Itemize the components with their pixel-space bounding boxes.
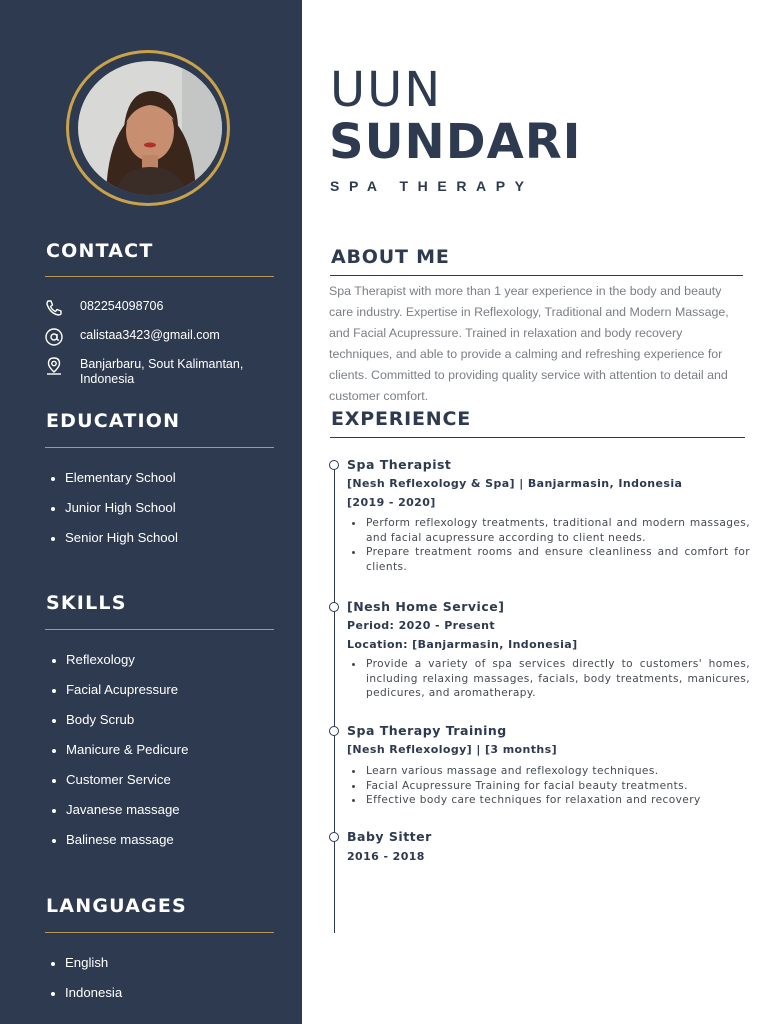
sidebar bbox=[0, 0, 302, 1024]
job-bullets bbox=[348, 516, 750, 574]
job-title: Spa Therapy Training bbox=[347, 723, 507, 738]
about-text: Spa Therapist with more than 1 year experience in the body and beauty care industry. Expertise in Reflexology, Traditional and Modern Massage, and Facial Acupressure. Trained in relaxation and body recovery techniques, and able to provide a calming and refreshing experience for clients. Committed to providing quality service with attention to detail and customer comfort. bbox=[329, 284, 729, 403]
skills-divider bbox=[45, 629, 274, 630]
experience-divider bbox=[330, 437, 745, 438]
phone-icon bbox=[44, 298, 64, 318]
contact-heading: CONTACT bbox=[46, 240, 154, 262]
phone-number: 082254098706 bbox=[80, 299, 164, 313]
job-employer: [Nesh Reflexology] | [3 months] bbox=[347, 743, 558, 756]
job-title: [Nesh Home Service] bbox=[347, 599, 505, 614]
job-period: 2016 - 2018 bbox=[347, 850, 425, 863]
timeline-dot bbox=[329, 602, 339, 612]
education-divider bbox=[45, 447, 274, 448]
skills-heading: SKILLS bbox=[46, 592, 127, 614]
list-item: Manicure & Pedicure bbox=[66, 742, 189, 757]
job-employer: [Nesh Reflexology & Spa] | Banjarmasin, Indonesia bbox=[347, 477, 683, 490]
list-item: Facial Acupressure Training for facial beauty treatments. bbox=[348, 779, 750, 794]
timeline-dot bbox=[329, 726, 339, 736]
list-item: Javanese massage bbox=[66, 802, 180, 817]
languages-heading: LANGUAGES bbox=[46, 895, 187, 917]
address bbox=[80, 357, 243, 387]
address-line-2: Indonesia bbox=[80, 372, 135, 386]
list-item: Elementary School bbox=[65, 470, 176, 485]
list-item: Junior High School bbox=[65, 500, 176, 515]
list-item: Effective body care techniques for relaxation and recovery bbox=[348, 793, 750, 808]
job-bullets bbox=[348, 764, 750, 808]
list-item: Customer Service bbox=[66, 772, 171, 787]
list-item: Perform reflexology treatments, traditional and modern massages, and facial acupressure according to client needs. bbox=[348, 516, 750, 545]
contact-divider bbox=[45, 276, 274, 277]
education-heading: EDUCATION bbox=[46, 410, 181, 432]
last-name: SUNDARI bbox=[329, 114, 582, 170]
address-line-1: Banjarbaru, Sout Kalimantan, bbox=[80, 357, 244, 371]
timeline-dot bbox=[329, 460, 339, 470]
location-pin-icon bbox=[44, 356, 64, 376]
list-item: Senior High School bbox=[65, 530, 178, 545]
about-divider bbox=[330, 275, 743, 276]
list-item: Balinese massage bbox=[66, 832, 174, 847]
at-sign-icon bbox=[44, 327, 64, 347]
job-period: Period: 2020 - Present bbox=[347, 619, 496, 632]
job-location: Location: [Banjarmasin, Indonesia] bbox=[347, 638, 578, 651]
job-bullets bbox=[348, 657, 750, 701]
job-title: Baby Sitter bbox=[347, 829, 432, 844]
list-item: Prepare treatment rooms and ensure cleanliness and comfort for clients. bbox=[348, 545, 750, 574]
list-item: Provide a variety of spa services directly to customers' homes, including relaxing massages, facials, body treatments, manicures, pedicures, and aromatherapy. bbox=[348, 657, 750, 701]
about-heading: ABOUT ME bbox=[331, 246, 450, 268]
profile-photo bbox=[78, 61, 222, 195]
job-title: Spa Therapist bbox=[347, 457, 452, 472]
list-item: English bbox=[65, 955, 109, 970]
first-name: UUN bbox=[330, 62, 443, 118]
job-role: SPA THERAPY bbox=[330, 178, 534, 194]
timeline-line bbox=[334, 464, 335, 933]
email-address: calistaa3423@gmail.com bbox=[80, 328, 220, 342]
list-item: Indonesia bbox=[65, 985, 123, 1000]
experience-heading: EXPERIENCE bbox=[331, 408, 472, 430]
list-item: Learn various massage and reflexology techniques. bbox=[348, 764, 750, 779]
languages-divider bbox=[45, 932, 274, 933]
list-item: Reflexology bbox=[66, 652, 135, 667]
job-period: [2019 - 2020] bbox=[347, 496, 436, 509]
timeline-dot bbox=[329, 832, 339, 842]
list-item: Body Scrub bbox=[66, 712, 135, 727]
list-item: Facial Acupressure bbox=[66, 682, 179, 697]
